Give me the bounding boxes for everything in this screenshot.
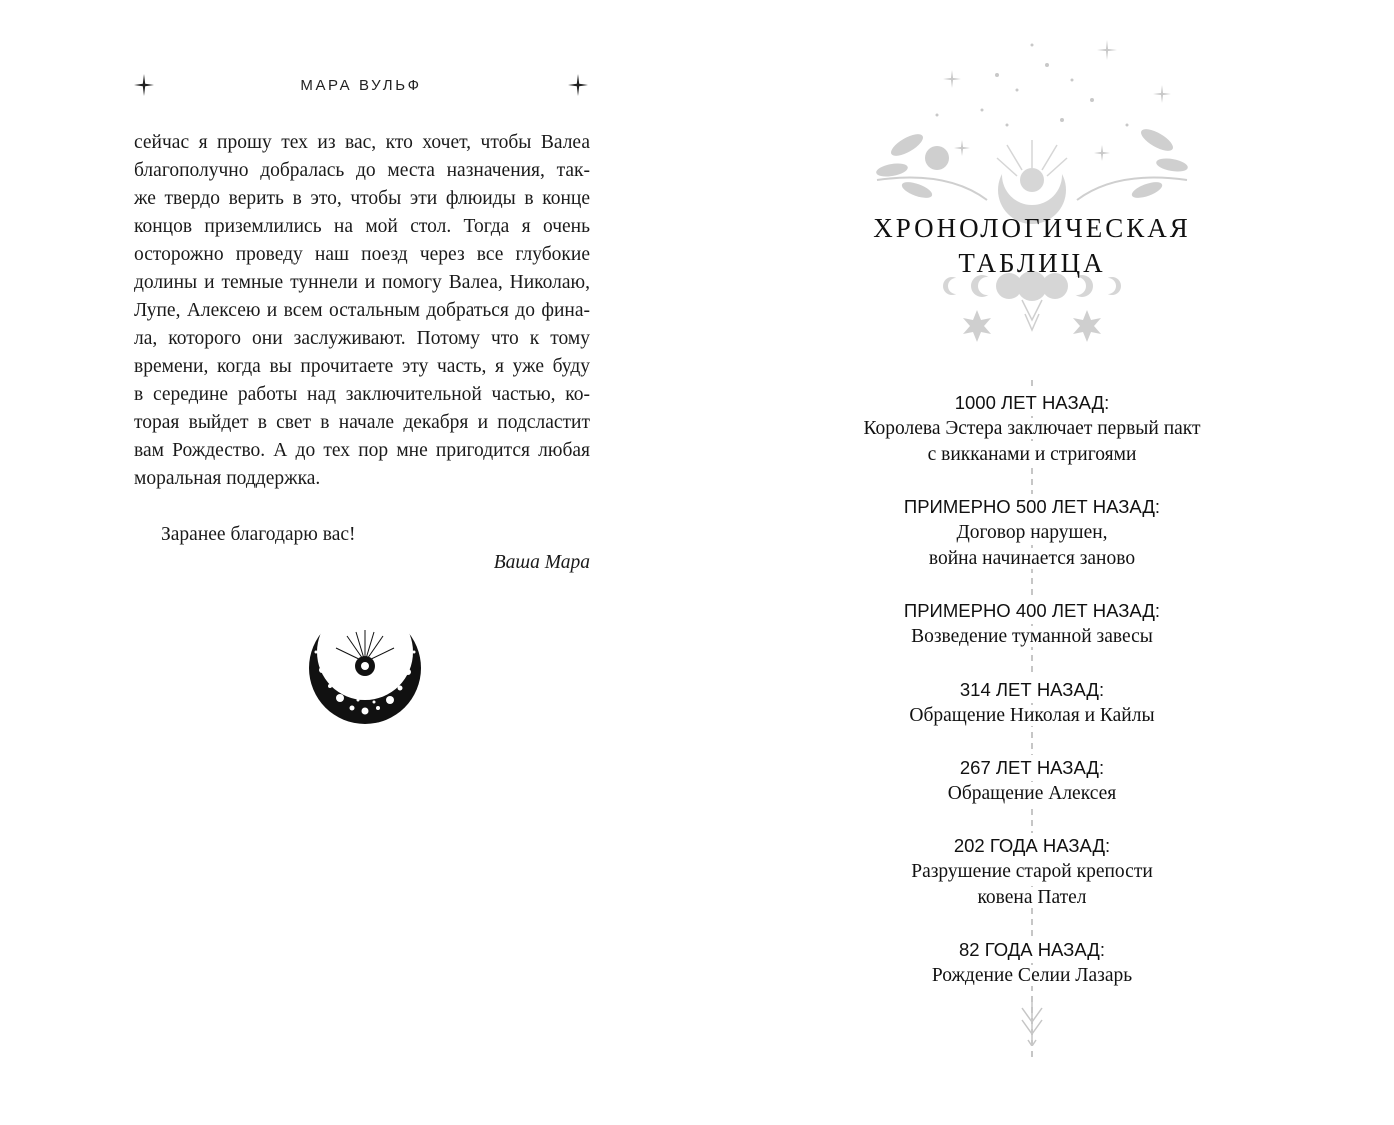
entry-date: ПРИМЕРНО 400 ЛЕТ НАЗАД:	[898, 598, 1166, 624]
text-line: сейчас я прошу тех из вас, кто хочет, чтобы Валеа	[134, 132, 590, 153]
entry-desc: ковена Пател	[797, 885, 1267, 911]
entry-desc: Обращение Николая и Кайлы	[797, 703, 1267, 729]
timeline-entry	[797, 494, 1267, 572]
text-line: благополучно добралась до места назначения, так-	[134, 160, 590, 181]
right-page	[697, 0, 1394, 1125]
text-line: вам Рождество. А до тех пор мне пригодится любая	[134, 440, 590, 461]
text-line: ла, которого они заслуживают. Потому что к тому	[134, 328, 590, 349]
timeline-entry	[797, 677, 1267, 729]
timeline-entry	[797, 833, 1267, 911]
chapter-title: ХРОНОЛОГИЧЕСКАЯ	[873, 213, 1191, 243]
text-line: концов приземлились на мой стол. Тогда я очень	[134, 216, 590, 237]
body-text	[134, 129, 590, 577]
text-line: торая выйдет в свет в начале декабря и подсластит	[134, 412, 590, 433]
chapter-title: ТАБЛИЦА	[958, 248, 1106, 278]
crescent-moon-icon	[302, 612, 428, 724]
entry-desc: Обращение Алексея	[797, 781, 1267, 807]
thanks-line: Заранее благодарю вас!	[161, 524, 356, 545]
entry-date: ПРИМЕРНО 500 ЛЕТ НАЗАД:	[898, 494, 1166, 520]
text-line: моральная поддержка.	[134, 468, 321, 489]
text-line: в середине работы над заключительной частью, ко-	[134, 384, 590, 405]
sparkle-icon	[568, 74, 588, 96]
text-line: Лупе, Алексею и всем остальным добраться до фина-	[134, 300, 590, 321]
timeline-entry	[797, 937, 1267, 989]
running-header	[130, 74, 592, 98]
text-line: же твердо верить в это, чтобы эти флюиды в конце	[134, 188, 590, 209]
entry-date: 267 ЛЕТ НАЗАД:	[954, 755, 1110, 781]
entry-date: 314 ЛЕТ НАЗАД:	[954, 677, 1110, 703]
entry-desc: война начинается заново	[797, 546, 1267, 572]
author-name: МАРА ВУЛЬФ	[300, 77, 422, 94]
entry-desc: Королева Эстера заключает первый пакт	[797, 416, 1267, 442]
timeline-entry	[797, 598, 1267, 650]
entry-desc: Возведение туманной завесы	[797, 624, 1267, 650]
entry-date: 1000 ЛЕТ НАЗАД:	[949, 390, 1116, 416]
entry-date: 202 ГОДА НАЗАД:	[948, 833, 1116, 859]
entry-date: 82 ГОДА НАЗАД:	[953, 937, 1111, 963]
timeline-entry	[797, 755, 1267, 807]
entry-desc: Разрушение старой крепости	[797, 859, 1267, 885]
arrow-tail-icon	[1019, 1000, 1045, 1046]
entry-desc: Договор нарушен,	[797, 520, 1267, 546]
timeline-entry	[797, 390, 1267, 468]
entry-desc: Рождение Селии Лазарь	[797, 963, 1267, 989]
signature: Ваша Мара	[493, 552, 590, 573]
text-line: осторожно проведу наш поезд через все глубокие	[134, 244, 590, 265]
text-line: долины и темные туннели и помогу Валеа, Николаю,	[134, 272, 590, 293]
text-line: времени, когда вы прочитаете эту часть, я уже буду	[134, 356, 590, 377]
entry-desc: с викканами и стригоями	[797, 442, 1267, 468]
floral-moon-ornament-icon	[857, 30, 1207, 350]
